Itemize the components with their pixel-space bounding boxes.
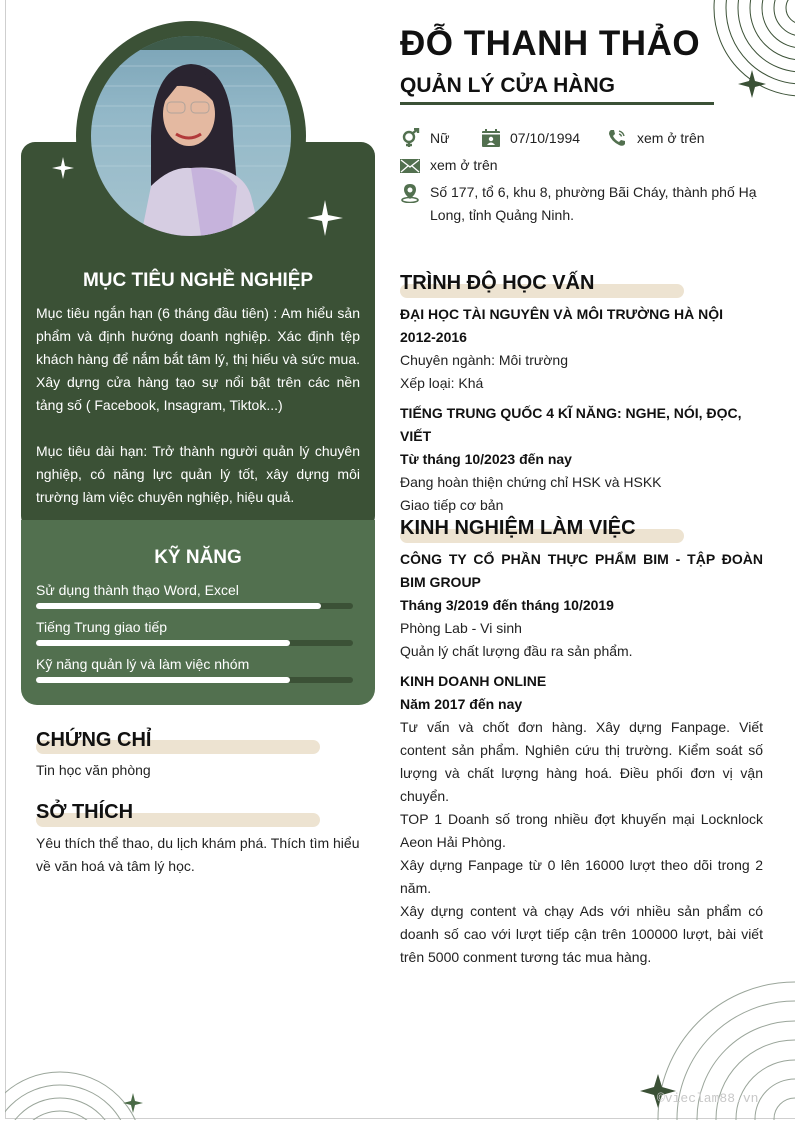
- experience-period: Tháng 3/2019 đến tháng 10/2019: [400, 597, 614, 613]
- experience-line: Phòng Lab - Vi sinh: [400, 620, 522, 636]
- skills-title: KỸ NĂNG: [154, 547, 242, 568]
- hobbies-title: SỞ THÍCH: [36, 801, 134, 823]
- experience-line: Quản lý chất lượng đầu ra sản phẩm.: [400, 643, 633, 659]
- education-period: Từ tháng 10/2023 đến nay: [400, 451, 572, 467]
- hobbies-text: Yêu thích thể thao, du lịch khám phá. Thích tìm hiểu về văn hoá và tâm lý học.: [36, 835, 360, 874]
- phone-value: xem ở trên: [637, 130, 705, 146]
- sparkle-icon: [738, 70, 766, 98]
- education-school: ĐẠI HỌC TÀI NGUYÊN VÀ MÔI TRƯỜNG HÀ NỘI: [400, 306, 724, 322]
- education-list: [400, 303, 763, 517]
- candidate-name: ĐỖ THANH THẢO: [400, 24, 701, 63]
- divider: [400, 102, 714, 105]
- profile-photo: [91, 36, 291, 236]
- experience-line: Tư vấn và chốt đơn hàng. Xây dựng Fanpage. Viết content sản phẩm. Nghiên cứu thị trường. Kiểm soát số lượng và chất lượng hàng hoá. Điều phối đơn vị vận chuyển.: [400, 719, 763, 804]
- skill-label: Kỹ năng quản lý và làm việc nhóm: [36, 656, 250, 672]
- skill-label: Sử dụng thành thạo Word, Excel: [36, 582, 239, 598]
- education-period: 2012-2016: [400, 329, 467, 345]
- education-line: Xếp loại: Khá: [400, 375, 484, 391]
- education-line: Đang hoàn thiện chứng chỉ HSK và HSKK: [400, 474, 662, 490]
- education-line: Chuyên ngành: Môi trường: [400, 352, 568, 368]
- experience-line: Xây dựng content và chạy Ads với nhiều sản phẩm có doanh số cao với lượt tiếp cận trên 100000 lượt, bài viết trên 5000 conment tương tác mua hàng.: [400, 903, 763, 965]
- birthdate-value: 07/10/1994: [510, 130, 581, 146]
- address-value: Số 177, tổ 6, khu 8, phường Bãi Cháy, thành phố Hạ Long, tỉnh Quảng Ninh.: [430, 184, 757, 223]
- calendar-icon: [481, 128, 501, 148]
- experience-line: TOP 1 Doanh số trong nhiều đợt khuyến mại Locknlock Aeon Hải Phòng.: [400, 811, 763, 850]
- watermark: ©vieclam88.vn: [657, 1091, 759, 1106]
- envelope-icon: [400, 156, 420, 176]
- phone-icon: [607, 128, 627, 148]
- experience-period: Năm 2017 đến nay: [400, 696, 523, 712]
- gender-value: Nữ: [430, 130, 450, 146]
- experience-company: CÔNG TY CỔ PHẦN THỰC PHẨM BIM - TẬP ĐOÀN BIM GROUP: [400, 551, 763, 590]
- sparkle-icon: [307, 200, 343, 236]
- candidate-role: QUẢN LÝ CỬA HÀNG: [400, 74, 615, 97]
- skill-item: [36, 581, 353, 609]
- experience-list: [400, 548, 763, 969]
- objective-title: MỤC TIÊU NGHỀ NGHIỆP: [82, 270, 314, 291]
- experience-line: Xây dựng Fanpage từ 0 lên 16000 lượt theo dõi trong 2 năm.: [400, 857, 763, 896]
- skill-bar: [36, 603, 353, 609]
- sparkle-icon: [52, 157, 74, 179]
- decorative-arcs-bottom-right: [600, 950, 795, 1120]
- objective-text: [36, 302, 360, 509]
- email-value: xem ở trên: [430, 157, 498, 173]
- gender-icon: [400, 128, 420, 148]
- decorative-arcs-bottom-left: [5, 1060, 150, 1120]
- certificates-title: CHỨNG CHỈ: [36, 729, 152, 751]
- experience-company: KINH DOANH ONLINE: [400, 673, 547, 689]
- decorative-arcs-top-right: [700, 0, 795, 110]
- education-line: Giao tiếp cơ bản: [400, 497, 504, 513]
- skill-bar: [36, 677, 353, 683]
- skill-label: Tiếng Trung giao tiếp: [36, 619, 168, 635]
- experience-title: KINH NGHIỆM LÀM VIỆC: [400, 517, 636, 539]
- skill-item: [36, 618, 353, 646]
- certificates-text: Tin học văn phòng: [36, 762, 151, 778]
- objective-short-term: Mục tiêu ngắn hạn (6 tháng đầu tiên) : Am hiểu sản phẩm và định hướng doanh nghiệp. Xác định tệp khách hàng để nắm bắt tâm lý, thị hiếu và sức mua. Xây dựng cửa hàng tạo sự nổi bật trên các nền tảng số ( Facebook, Insagram, Tiktok...): [36, 305, 360, 413]
- skill-item: [36, 655, 353, 683]
- objective-long-term: Mục tiêu dài hạn: Trở thành người quản lý chuyên nghiệp, có năng lực quản lý tốt, xây dựng môi trường làm việc chuyên nghiệp, hiệu quả.: [36, 443, 360, 505]
- education-school: TIẾNG TRUNG QUỐC 4 KĨ NĂNG: NGHE, NÓI, ĐỌC, VIẾT: [400, 405, 742, 444]
- location-pin-icon: [400, 183, 420, 203]
- education-title: TRÌNH ĐỘ HỌC VẤN: [400, 272, 595, 294]
- skill-bar: [36, 640, 353, 646]
